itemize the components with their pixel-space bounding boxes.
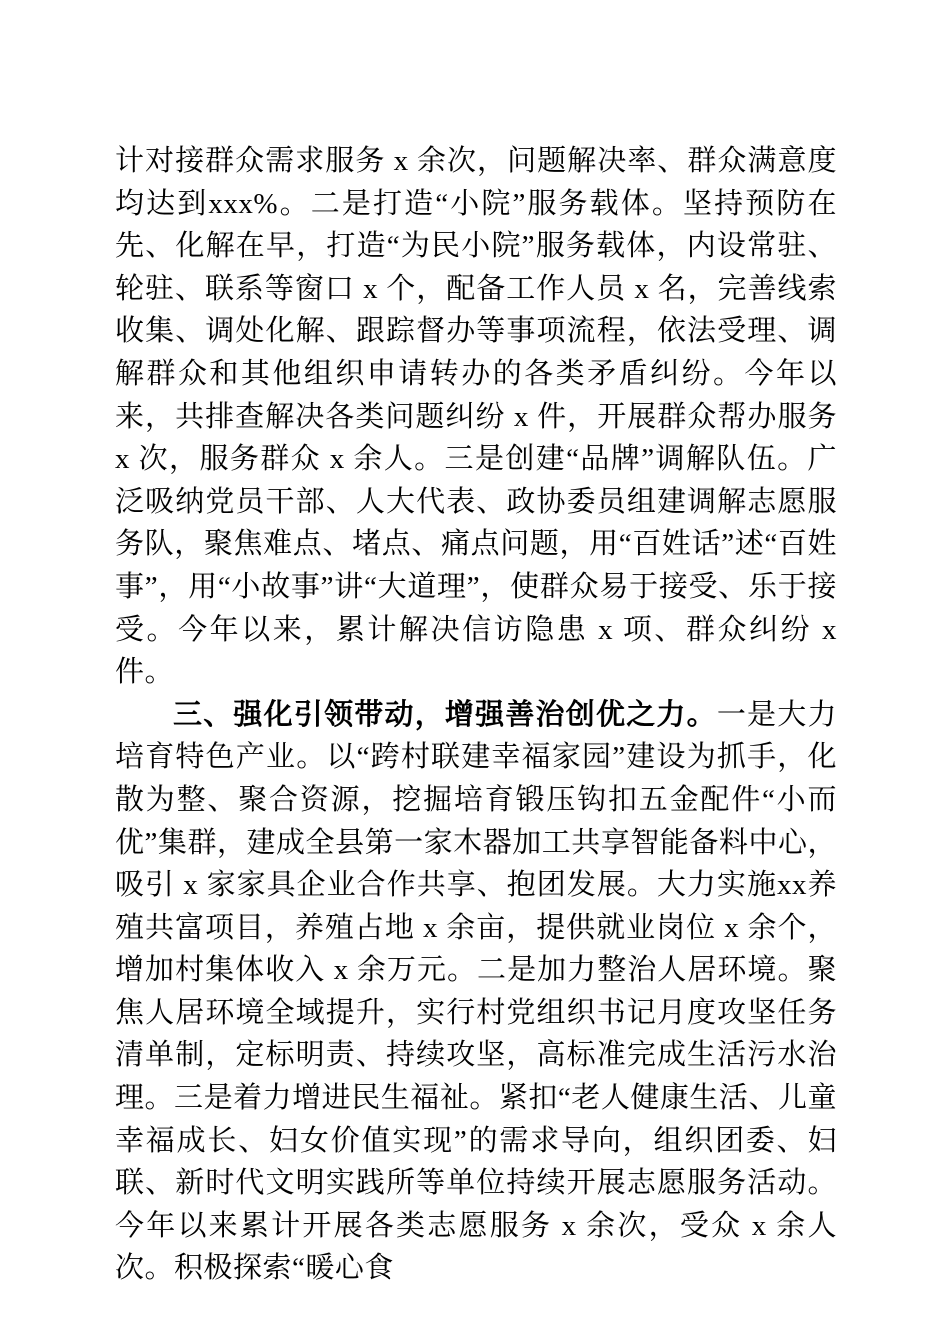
paragraph bbox=[115, 140, 837, 694]
text-run: 一是大力培育特色产业。以“跨村联建幸福家园”建设为抓手，化散为整、聚合资源，挖掘培育锻压钩扣五金配件“小而优”集群，建成全县第一家木器加工共享智能备料中心，吸引 x 家家具企业合作共享、抱团发展。大力实施xx养殖共富项目，养殖占地 x 余亩，提供就业岗位 x 余个，增加村集体收入 x 余万元。二是加力整治人居环境。聚焦人居环境全域提升，实行村党组织书记月度攻坚任务清单制，定标明责、持续攻坚，高标准完成生活污水治理。三是着力增进民生福祉。紧扣“老人健康生活、儿童幸福成长、妇女价值实现”的需求导向，组织团委、妇联、新时代文明实践所等单位持续开展志愿服务活动。今年以来累计开展各类志愿服务 x 余次，受众 x 余人次。积极探索“暖心食 bbox=[115, 698, 837, 1285]
section-heading-run: 三、强化引领带动，增强善治创优之力。 bbox=[173, 698, 717, 731]
document-body bbox=[115, 140, 837, 1290]
paragraph bbox=[115, 694, 837, 1290]
text-run: 计对接群众需求服务 x 余次，问题解决率、群众满意度均达到xxx%。二是打造“小院”服务载体。坚持预防在先、化解在早，打造“为民小院”服务载体，内设常驻、轮驻、联系等窗口 x 个，配备工作人员 x 名，完善线索收集、调处化解、跟踪督办等事项流程，依法受理、调解群众和其他组织申请转办的各类矛盾纠纷。今年以来，共排查解决各类问题纠纷 x 件，开展群众帮办服务 x 次，服务群众 x 余人。三是创建“品牌”调解队伍。广泛吸纳党员干部、人大代表、政协委员组建调解志愿服务队，聚焦难点、堵点、痛点问题，用“百姓话”述“百姓事”，用“小故事”讲“大道理”，使群众易于接受、乐于接受。今年以来，累计解决信访隐患 x 项、群众纠纷 x 件。 bbox=[115, 145, 837, 689]
